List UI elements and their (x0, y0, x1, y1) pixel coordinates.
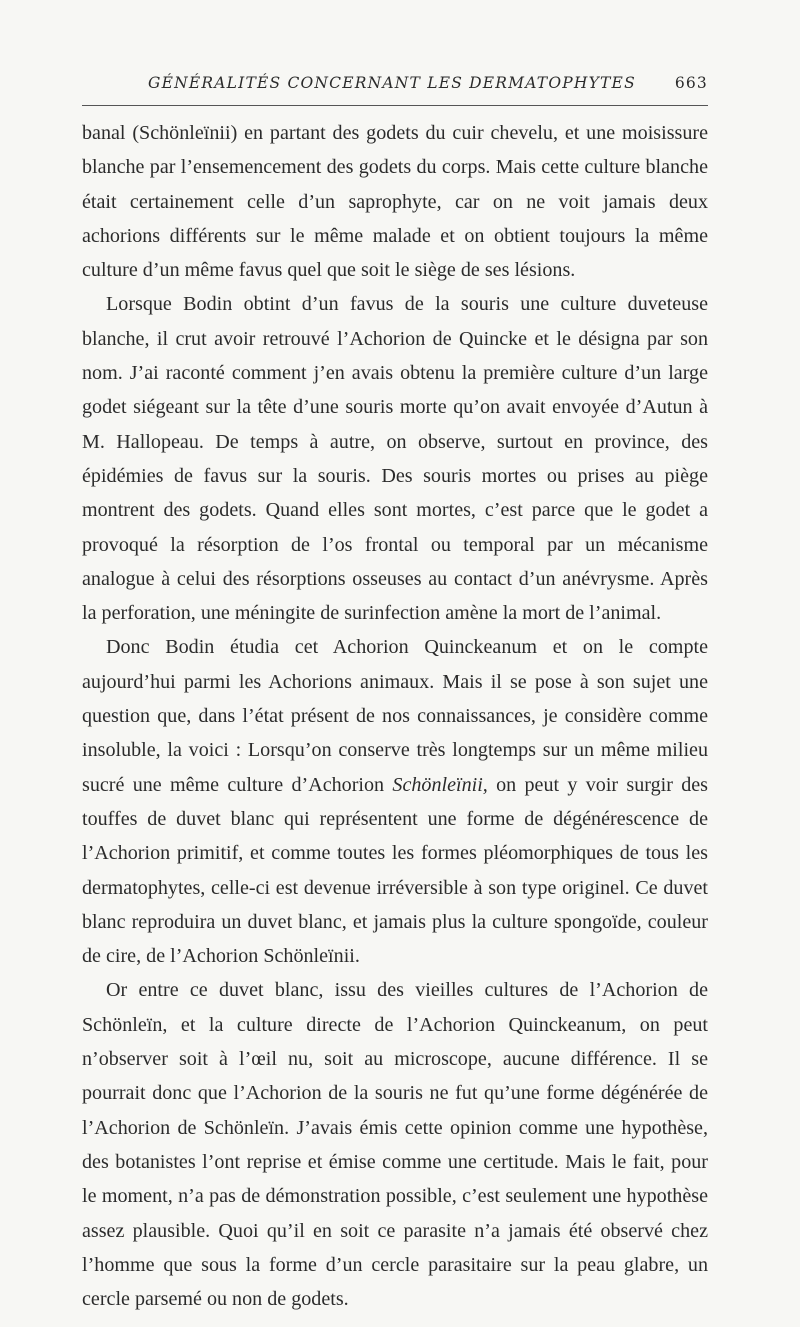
paragraph-1: banal (Schönleïnii) en partant des godets du cuir chevelu, et une moisissure blanche par l’ensemencement des godets du corps. Mais cette culture blanche était certainement celle d’un saprophyte, car on ne voit jamais deux achorions différents sur le même malade et on obtient toujours la même culture d’un même favus quel que soit le siège de ses lésions. (82, 122, 708, 282)
page-number: 663 (674, 74, 708, 92)
body-text (82, 116, 708, 1316)
paragraph-4: Or entre ce duvet blanc, issu des vieilles cultures de l’Achorion de Schönleïn, et la culture directe de l’Achorion Quinckeanum, on peut n’observer soit à l’œil nu, soit au microscope, aucune différence. Il se pourrait donc que l’Achorion de la souris ne fut qu’une forme dégénérée de l’Achorion de Schönleïn. J’avais émis cette opinion comme une hypothèse, des botanistes l’ont reprise et émise comme une certitude. Mais le fait, pour le moment, n’a pas de démonstration possible, c’est seulement une hypothèse assez plausible. Quoi qu’il en soit ce parasite n’a jamais été observé chez l’homme que sous la forme d’un cercle parasitaire sur la peau glabre, un cercle parsemé ou non de godets. (82, 979, 708, 1311)
paragraph-3 (82, 630, 708, 973)
species-name-italic: Schönleïnii, (392, 773, 488, 796)
paragraph-2: Lorsque Bodin obtint d’un favus de la souris une culture duveteuse blanche, il crut avoir retrouvé l’Achorion de Quincke et le désigna par son nom. J’ai raconté comment j’en avais obtenu la première culture d’un large godet siégeant sur la tête d’une souris morte qu’on avait envoyée d’Autun à M. Hallopeau. De temps à autre, on observe, surtout en province, des épidémies de favus sur la souris. Des souris mortes ou prises au piège montrent des godets. Quand elles sont mortes, c’est parce que le godet a provoqué la résorption de l’os frontal ou temporal par un mécanisme analogue à celui des résorptions osseuses au contact d’un anévrysme. Après la perforation, une méningite de surinfection amène la mort de l’animal. (82, 293, 708, 625)
header-rule (82, 105, 708, 106)
running-title: GÉNÉRALITÉS CONCERNANT LES DERMATOPHYTES (148, 74, 636, 92)
paragraph-3-after-italic: on peut y voir surgir des touffes de duvet blanc qui représentent une forme de dégénérescence de l’Achorion primitif, et comme toutes les formes pléomorphiques de tous les dermatophytes, celle-ci est devenue irréversible à son type originel. Ce duvet blanc reproduira un duvet blanc, et jamais plus la culture spongoïde, couleur de cire, de l’Achorion Schönleïnii. (82, 773, 708, 968)
paragraph-3-before-italic: Donc Bodin étudia cet Achorion Quinckeanum et on le compte aujourd’hui parmi les Achorions animaux. Mais il se pose à son sujet une question que, dans l’état présent de nos connaissances, je considère comme insoluble, la voici : Lorsqu’on conserve très longtemps sur un même milieu sucré une même culture d’Achorion (82, 636, 708, 796)
running-header (82, 74, 708, 98)
